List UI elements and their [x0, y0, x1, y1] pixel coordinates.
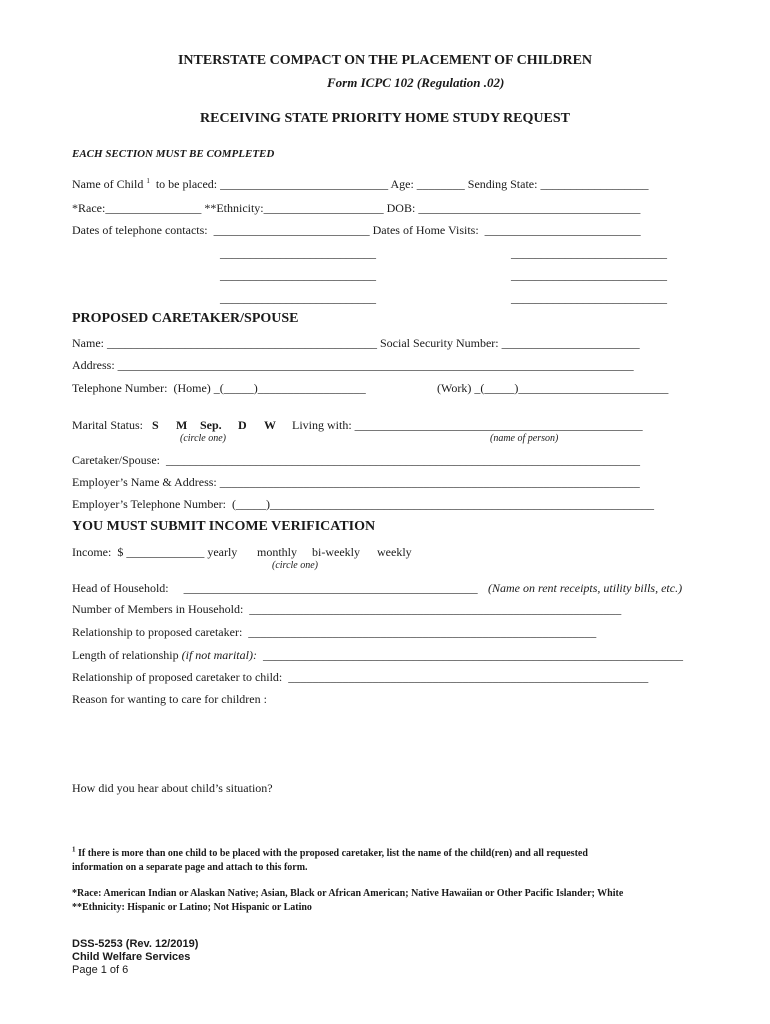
section-instruction: EACH SECTION MUST BE COMPLETED: [72, 148, 275, 160]
head-of-household-note: (Name on rent receipts, utility bills, etc.): [488, 581, 683, 595]
income-circle-one-hint: (circle one): [272, 560, 318, 571]
form-number: DSS-5253 (Rev. 12/2019): [72, 938, 199, 950]
footnote-1-line-1: [72, 847, 588, 861]
footnote-ref-1: 1: [146, 177, 150, 185]
footnote-1-marker: 1: [72, 845, 76, 854]
home-phone-field[interactable]: Telephone Number: (Home) _(_____)__________________: [72, 381, 366, 395]
form-id: Form ICPC 102 (Regulation .02): [327, 75, 505, 90]
income-option-biweekly[interactable]: bi-weekly: [312, 545, 360, 559]
marital-option-w[interactable]: W: [264, 418, 276, 432]
income-heading: YOU MUST SUBMIT INCOME VERIFICATION: [72, 519, 376, 534]
agency-name: Child Welfare Services: [72, 951, 191, 963]
reason-for-care-label: Reason for wanting to care for children :: [72, 692, 267, 706]
relationship-length-label: Length of relationship: [72, 648, 179, 662]
ethnicity-footnote: **Ethnicity: Hispanic or Latino; Not Hispanic or Latino: [72, 902, 312, 913]
form-title: INTERSTATE COMPACT ON THE PLACEMENT OF CHILDREN: [177, 53, 593, 68]
marital-option-m[interactable]: M: [176, 418, 188, 432]
marital-option-d[interactable]: D: [238, 418, 247, 432]
race-ethnicity-dob-row[interactable]: *Race:________________ **Ethnicity:____________________ DOB: _____________________________________: [72, 201, 641, 215]
caretaker-heading: PROPOSED CARETAKER/SPOUSE: [72, 311, 299, 326]
child-name-field[interactable]: to be placed: ____________________________ Age: ________ Sending State: __________________: [149, 177, 649, 191]
how-heard-label: How did you hear about child’s situation?: [72, 781, 273, 795]
work-phone-field[interactable]: (Work) _(_____)_________________________: [437, 381, 669, 395]
caretaker-address-row[interactable]: Address: ______________________________________________________________________________________: [72, 358, 634, 372]
telephone-contact-blank[interactable]: __________________________: [220, 291, 376, 305]
footnote-1-line-2: information on a separate page and attach to this form.: [72, 862, 308, 873]
income-amount-field[interactable]: Income: $ _____________ yearly: [72, 545, 238, 559]
marital-circle-one-hint: (circle one): [180, 433, 226, 444]
telephone-contact-blank[interactable]: __________________________: [220, 246, 376, 260]
income-option-weekly[interactable]: weekly: [377, 545, 412, 559]
employer-name-row[interactable]: Employer’s Name & Address: ______________________________________________________________________: [72, 475, 640, 489]
relationship-length-note: (if not marital):: [181, 648, 257, 662]
telephone-contact-blank[interactable]: __________________________: [220, 268, 376, 282]
caretaker-spouse-row[interactable]: Caretaker/Spouse: _______________________________________________________________________________: [72, 453, 640, 467]
marital-option-sep[interactable]: Sep.: [200, 418, 222, 432]
contact-dates-row[interactable]: Dates of telephone contacts: __________________________ Dates of Home Visits: __________________________: [72, 223, 641, 237]
relationship-length-field[interactable]: ______________________________________________________________________: [256, 648, 683, 662]
relationship-caretaker-field[interactable]: Relationship to proposed caretaker: __________________________________________________________: [72, 625, 597, 639]
income-option-monthly[interactable]: monthly: [257, 545, 298, 559]
child-name-row: [72, 177, 648, 191]
home-visit-blank[interactable]: __________________________: [511, 246, 667, 260]
name-of-person-hint: (name of person): [490, 433, 559, 444]
relationship-to-child-field[interactable]: Relationship of proposed caretaker to child: ____________________________________________________________: [72, 670, 649, 684]
employer-phone-row[interactable]: Employer’s Telephone Number: (_____)________________________________________________________________: [72, 497, 655, 511]
footnote-1-text: If there is more than one child to be placed with the proposed caretaker, list the name of the child(ren) and all requested: [75, 848, 588, 859]
relationship-length-row: [72, 648, 683, 662]
home-visit-blank[interactable]: __________________________: [511, 291, 667, 305]
living-with-field[interactable]: Living with: ________________________________________________: [292, 418, 643, 432]
head-of-household-field[interactable]: Head of Household: _________________________________________________: [72, 581, 478, 595]
marital-status-label: Marital Status:: [72, 418, 143, 432]
household-members-field[interactable]: Number of Members in Household: ______________________________________________________________: [72, 602, 622, 616]
race-footnote: *Race: American Indian or Alaskan Native; Asian, Black or African American; Native Hawaiian or Other Pacific Islander; White: [72, 888, 624, 899]
page-number: Page 1 of 6: [72, 964, 129, 976]
caretaker-name-ssn-row[interactable]: Name: _____________________________________________ Social Security Number: _______________________: [72, 336, 640, 350]
form-subtitle: RECEIVING STATE PRIORITY HOME STUDY REQUEST: [200, 111, 570, 126]
marital-option-s[interactable]: S: [152, 418, 159, 432]
home-visit-blank[interactable]: __________________________: [511, 268, 667, 282]
child-name-label: Name of Child: [72, 177, 144, 191]
